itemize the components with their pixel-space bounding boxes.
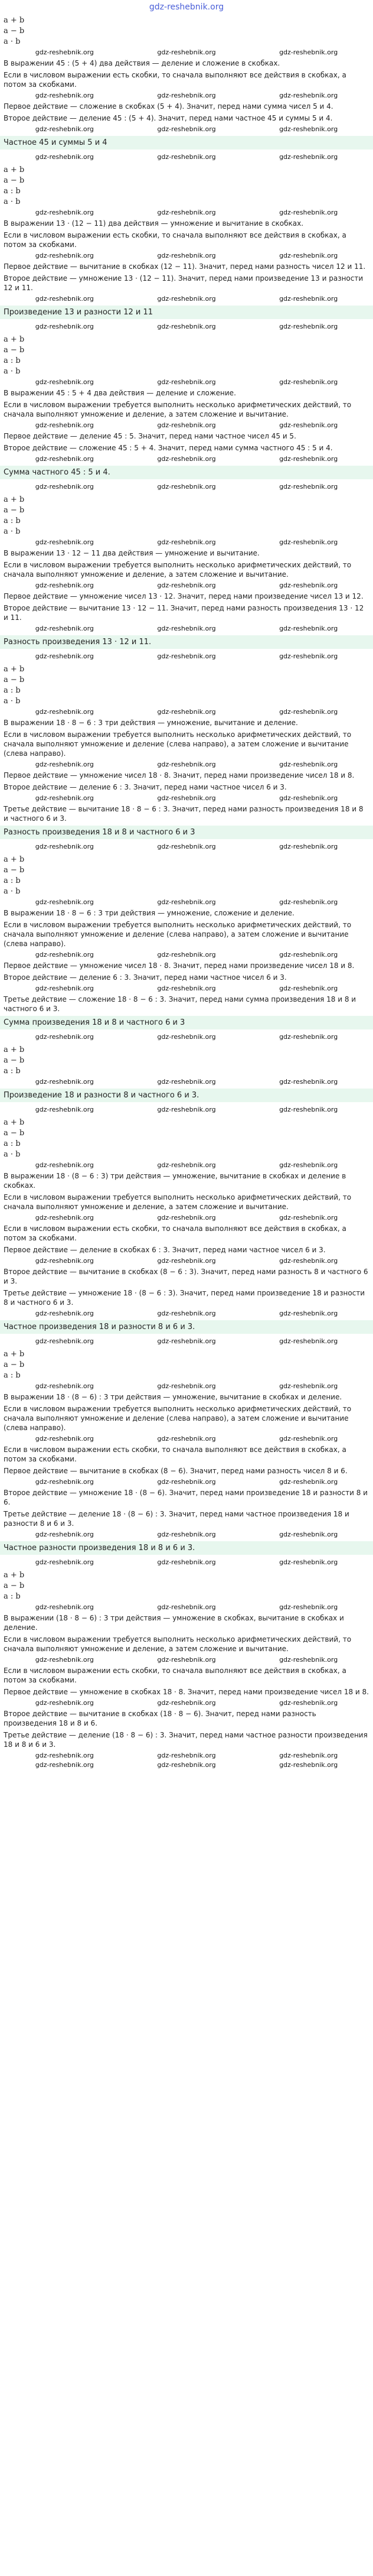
watermark: gdz-reshebnik.org [35, 48, 94, 56]
explanation-text: Если в числовом выражении есть скобки, то сначала выполняют все действия в скобках, а потом за скобками. [4, 1667, 346, 1684]
watermark-row [4, 1033, 369, 1041]
watermark-row [4, 538, 369, 547]
watermark: gdz-reshebnik.org [157, 1337, 216, 1345]
answer-highlight: Сумма произведения 18 и 8 и частного 6 и 3 [0, 1016, 373, 1029]
watermark: gdz-reshebnik.org [35, 1558, 94, 1566]
watermark: gdz-reshebnik.org [35, 1531, 94, 1538]
watermark: gdz-reshebnik.org [157, 455, 216, 463]
explanation-text: Третье действие — сложение 18 · 8 − 6 : 3. Значит, перед нами сумма произведения 18 и 8 и частного 6 и 3. [4, 995, 356, 1013]
formula-line: a · b [4, 197, 21, 206]
watermark: gdz-reshebnik.org [35, 843, 94, 850]
watermark-row [4, 843, 369, 851]
watermark: gdz-reshebnik.org [279, 48, 338, 56]
watermark: gdz-reshebnik.org [279, 455, 338, 463]
watermark: gdz-reshebnik.org [157, 1656, 216, 1664]
explanation-text: Второе действие — деление 45 : (5 + 4). Значит, перед нами частное 45 и суммы 5 и 4. [4, 114, 333, 122]
watermark: gdz-reshebnik.org [279, 323, 338, 330]
watermark-row [4, 1106, 369, 1114]
solution-section [4, 1045, 369, 1114]
watermark: gdz-reshebnik.org [157, 761, 216, 768]
watermark: gdz-reshebnik.org [279, 1761, 338, 1769]
watermark: gdz-reshebnik.org [157, 1078, 216, 1086]
watermark: gdz-reshebnik.org [157, 323, 216, 330]
watermark: gdz-reshebnik.org [35, 1106, 94, 1113]
watermark: gdz-reshebnik.org [35, 125, 94, 133]
watermark: gdz-reshebnik.org [157, 1752, 216, 1759]
answer-highlight: Разность произведения 18 и 8 и частного 6 и 3 [0, 826, 373, 839]
formula-line: a − b [4, 176, 25, 185]
watermark-row [4, 1603, 369, 1612]
formula-line: a : b [4, 356, 21, 365]
watermark-row [4, 209, 369, 217]
watermark: gdz-reshebnik.org [157, 582, 216, 589]
watermark: gdz-reshebnik.org [279, 1382, 338, 1390]
watermark: gdz-reshebnik.org [157, 1257, 216, 1265]
watermark: gdz-reshebnik.org [279, 1337, 338, 1345]
formula-line: a : b [4, 1139, 21, 1148]
watermark: gdz-reshebnik.org [157, 1558, 216, 1566]
explanation-text: Если в числовом выражении есть скобки, то сначала выполняют все действия в скобках, а потом за скобками. [4, 1224, 346, 1242]
explanation-text: Второе действие — деление 6 : 3. Значит, перед нами частное чисел 6 и 3. [4, 783, 287, 791]
watermark: gdz-reshebnik.org [35, 1752, 94, 1759]
watermark: gdz-reshebnik.org [279, 378, 338, 386]
watermark: gdz-reshebnik.org [157, 483, 216, 490]
watermark-row [4, 153, 369, 161]
formula-line: a + b [4, 665, 25, 674]
formula-line: a − b [4, 506, 25, 515]
formula-line: a · b [4, 1150, 21, 1159]
watermark: gdz-reshebnik.org [35, 209, 94, 216]
watermark: gdz-reshebnik.org [35, 985, 94, 992]
explanation-text: В выражении (18 · 8 − 6) : 3 три действия — умножение в скобках, вычитание в скобках и деление. [4, 1614, 344, 1632]
answer-highlight: Произведение 18 и разности 8 и частного 6 и 3. [0, 1089, 373, 1102]
formula-line: a : b [4, 187, 21, 196]
formula-line: a − b [4, 675, 25, 684]
formula-line: a + b [4, 165, 25, 174]
watermark: gdz-reshebnik.org [279, 1033, 338, 1041]
answer-highlight: Частное произведения 18 и разности 8 и 6 и 3. [0, 1320, 373, 1334]
explanation-text: Второе действие — умножение 18 · (8 − 6). Значит, перед нами произведение 18 и разности 8 и 6. [4, 1489, 368, 1506]
solution-section [4, 1570, 369, 1769]
explanation-text: Второе действие — вычитание 13 · 12 − 11. Значит, перед нами разность произведения 13 · 12 и 11. [4, 604, 364, 622]
watermark-row [4, 378, 369, 386]
formula-line: a : b [4, 686, 21, 695]
watermark-row [4, 1761, 369, 1769]
watermark: gdz-reshebnik.org [279, 985, 338, 992]
formula-line: a + b [4, 335, 25, 344]
watermark: gdz-reshebnik.org [35, 625, 94, 632]
watermark: gdz-reshebnik.org [157, 1161, 216, 1169]
watermark-row [4, 1161, 369, 1170]
watermark-row [4, 1382, 369, 1391]
watermark: gdz-reshebnik.org [35, 1478, 94, 1486]
watermark-row [4, 794, 369, 803]
watermark-row [4, 1656, 369, 1664]
solution-content [0, 13, 373, 1769]
explanation-text: Если в числовом выражении требуется выполнить несколько арифметических действий, то сначала выполняют умножение и деление (слева направо), а затем сложение и вычитание (слева направо). [4, 730, 352, 758]
watermark: gdz-reshebnik.org [157, 1531, 216, 1538]
watermark: gdz-reshebnik.org [279, 898, 338, 906]
formula-line: a : b [4, 876, 21, 885]
watermark-row [4, 125, 369, 134]
explanation-text: Первое действие — умножение чисел 18 · 8. Значит, перед нами произведение чисел 18 и 8. [4, 961, 355, 970]
watermark: gdz-reshebnik.org [157, 625, 216, 632]
watermark: gdz-reshebnik.org [279, 761, 338, 768]
explanation-text: В выражении 45 : (5 + 4) два действия — деление и сложение в скобках. [4, 59, 280, 67]
watermark: gdz-reshebnik.org [279, 652, 338, 660]
watermark: gdz-reshebnik.org [35, 92, 94, 99]
watermark: gdz-reshebnik.org [279, 153, 338, 161]
formula-line: a − b [4, 27, 25, 35]
watermark: gdz-reshebnik.org [157, 252, 216, 259]
solution-section [4, 1118, 369, 1346]
watermark: gdz-reshebnik.org [157, 538, 216, 546]
watermark: gdz-reshebnik.org [157, 1478, 216, 1486]
explanation-text: Второе действие — вычитание в скобках (8 − 6 : 3). Значит, перед нами разность 8 и частного 6 и 3. [4, 1268, 368, 1285]
formula-line: a + b [4, 16, 25, 25]
watermark: gdz-reshebnik.org [35, 455, 94, 463]
watermark-row [4, 1214, 369, 1222]
watermark-row [4, 323, 369, 331]
watermark: gdz-reshebnik.org [35, 1214, 94, 1222]
watermark-row [4, 48, 369, 57]
watermark: gdz-reshebnik.org [279, 1161, 338, 1169]
formula-line: a · b [4, 887, 21, 896]
watermark: gdz-reshebnik.org [35, 538, 94, 546]
watermark-row [4, 708, 369, 716]
watermark: gdz-reshebnik.org [279, 209, 338, 216]
explanation-text: В выражении 13 · 12 − 11 два действия — умножение и вычитание. [4, 549, 260, 557]
watermark-row [4, 1752, 369, 1760]
explanation-text: В выражении 18 · 8 − 6 : 3 три действия — умножение, вычитание и деление. [4, 719, 298, 727]
watermark: gdz-reshebnik.org [279, 538, 338, 546]
watermark: gdz-reshebnik.org [279, 252, 338, 259]
watermark: gdz-reshebnik.org [35, 1033, 94, 1041]
watermark: gdz-reshebnik.org [35, 483, 94, 490]
watermark: gdz-reshebnik.org [279, 1214, 338, 1222]
watermark: gdz-reshebnik.org [157, 985, 216, 992]
answer-highlight: Разность произведения 13 · 12 и 11. [0, 635, 373, 649]
watermark: gdz-reshebnik.org [279, 421, 338, 429]
explanation-text: Первое действие — деление 45 : 5. Значит, перед нами частное чисел 45 и 5. [4, 432, 296, 440]
formula-line: a : b [4, 517, 21, 525]
watermark: gdz-reshebnik.org [35, 1656, 94, 1664]
watermark-row [4, 1558, 369, 1567]
formula-line: a + b [4, 495, 25, 504]
watermark: gdz-reshebnik.org [279, 951, 338, 959]
watermark-row [4, 455, 369, 463]
formula-line: a − b [4, 1360, 25, 1369]
formula-line: a − b [4, 866, 25, 875]
watermark-row [4, 652, 369, 661]
watermark: gdz-reshebnik.org [35, 1435, 94, 1443]
explanation-text: Второе действие — деление 6 : 3. Значит, перед нами частное чисел 6 и 3. [4, 973, 287, 982]
watermark-row [4, 985, 369, 993]
explanation-text: Третье действие — деление 18 · (8 − 6) : 3. Значит, перед нами частное произведения 18 и разности 8 и 6 и 3. [4, 1510, 349, 1528]
watermark: gdz-reshebnik.org [157, 48, 216, 56]
watermark: gdz-reshebnik.org [35, 421, 94, 429]
watermark: gdz-reshebnik.org [279, 1257, 338, 1265]
watermark-row [4, 761, 369, 769]
watermark: gdz-reshebnik.org [35, 761, 94, 768]
watermark: gdz-reshebnik.org [279, 1435, 338, 1443]
answer-highlight: Сумма частного 45 : 5 и 4. [0, 466, 373, 479]
explanation-text: В выражении 18 · (8 − 6 : 3) три действия — умножение, вычитание в скобках и деление в скобках. [4, 1172, 346, 1190]
explanation-text: В выражении 18 · (8 − 6) : 3 три действия — умножение, вычитание в скобках и деление. [4, 1393, 342, 1401]
watermark: gdz-reshebnik.org [35, 378, 94, 386]
solution-section [4, 15, 369, 161]
watermark: gdz-reshebnik.org [157, 1106, 216, 1113]
watermark: gdz-reshebnik.org [35, 1603, 94, 1611]
watermark: gdz-reshebnik.org [157, 1310, 216, 1317]
watermark-row [4, 582, 369, 590]
explanation-text: Первое действие — умножение чисел 18 · 8. Значит, перед нами произведение чисел 18 и 8. [4, 771, 355, 779]
watermark-row [4, 625, 369, 633]
watermark: gdz-reshebnik.org [157, 92, 216, 99]
watermark: gdz-reshebnik.org [157, 1382, 216, 1390]
watermark-row [4, 252, 369, 260]
answer-highlight: Частное разности произведения 18 и 8 и 6 и 3. [0, 1541, 373, 1555]
formula-line: a − b [4, 1056, 25, 1065]
explanation-text: Если в числовом выражении требуется выполнить несколько арифметических действий, то сначала выполняют умножение и деление, а затем сложение и вычитание. [4, 561, 352, 579]
watermark: gdz-reshebnik.org [35, 1382, 94, 1390]
watermark: gdz-reshebnik.org [35, 1337, 94, 1345]
formula-line: a + b [4, 1045, 25, 1054]
watermark: gdz-reshebnik.org [35, 898, 94, 906]
watermark: gdz-reshebnik.org [157, 1033, 216, 1041]
explanation-text: Если в числовом выражении есть скобки, то сначала выполняют все действия в скобках, а потом за скобками. [4, 231, 346, 249]
formula-line: a : b [4, 1371, 21, 1380]
watermark-row [4, 92, 369, 100]
solution-section [4, 664, 369, 851]
explanation-text: Третье действие — умножение 18 · (8 − 6 : 3). Значит, перед нами произведение 18 и разности 8 и частного 6 и 3. [4, 1289, 365, 1307]
watermark-row [4, 898, 369, 907]
explanation-text: Третье действие — деление (18 · 8 − 6) : 3. Значит, перед нами частное разности произведения 18 и 8 и 6 и 3. [4, 1731, 368, 1749]
watermark: gdz-reshebnik.org [157, 1435, 216, 1443]
watermark: gdz-reshebnik.org [279, 625, 338, 632]
watermark: gdz-reshebnik.org [35, 323, 94, 330]
watermark: gdz-reshebnik.org [157, 1214, 216, 1222]
watermark: gdz-reshebnik.org [157, 421, 216, 429]
watermark-row [4, 951, 369, 959]
explanation-text: В выражении 13 · (12 − 11) два действия — умножение и вычитание в скобках. [4, 219, 304, 228]
watermark-row [4, 1699, 369, 1707]
watermark: gdz-reshebnik.org [157, 951, 216, 959]
watermark: gdz-reshebnik.org [157, 708, 216, 716]
watermark: gdz-reshebnik.org [157, 1603, 216, 1611]
watermark-row [4, 1257, 369, 1265]
watermark: gdz-reshebnik.org [279, 1603, 338, 1611]
watermark-row [4, 421, 369, 430]
watermark: gdz-reshebnik.org [157, 843, 216, 850]
explanation-text: Если в числовом выражении требуется выполнить несколько арифметических действий, то сначала выполняют умножение и деление, а затем сложение и вычитание. [4, 1635, 352, 1653]
watermark: gdz-reshebnik.org [279, 1752, 338, 1759]
watermark: gdz-reshebnik.org [279, 125, 338, 133]
explanation-text: Если в числовом выражении требуется выполнить несколько арифметических действий, то сначала выполняют умножение и деление, а затем сложение и вычитание. [4, 401, 352, 418]
watermark-row [4, 1531, 369, 1539]
explanation-text: Первое действие — умножение в скобках 18 · 8. Значит, перед нами произведение чисел 18 и 8. [4, 1688, 369, 1696]
watermark: gdz-reshebnik.org [35, 252, 94, 259]
watermark: gdz-reshebnik.org [279, 483, 338, 490]
watermark-row [4, 1078, 369, 1086]
watermark: gdz-reshebnik.org [279, 1310, 338, 1317]
answer-highlight: Произведение 13 и разности 12 и 11 [0, 306, 373, 319]
explanation-text: Если в числовом выражении есть скобки, то сначала выполняют все действия в скобках, а потом за скобками. [4, 1445, 346, 1463]
watermark: gdz-reshebnik.org [157, 1761, 216, 1769]
watermark: gdz-reshebnik.org [35, 153, 94, 161]
explanation-text: Если в числовом выражении есть скобки, то сначала выполняют все действия в скобках, а потом за скобками. [4, 71, 346, 89]
explanation-text: Второе действие — вычитание в скобках (18 · 8 − 6). Значит, перед нами разность произведения 18 и 8 и 6. [4, 1710, 316, 1727]
site-title[interactable]: gdz-reshebnik.org [149, 2, 224, 12]
solution-section [4, 1349, 369, 1567]
watermark: gdz-reshebnik.org [35, 1310, 94, 1317]
explanation-text: В выражении 45 : 5 + 4 два действия — деление и сложение. [4, 389, 236, 397]
watermark: gdz-reshebnik.org [279, 92, 338, 99]
explanation-text: В выражении 18 · 8 − 6 : 3 три действия — умножение, сложение и деление. [4, 909, 295, 917]
solution-section [4, 495, 369, 661]
explanation-text: Второе действие — умножение 13 · (12 − 11). Значит, перед нами произведение 13 и разности 12 и 11. [4, 274, 364, 292]
solution-section [4, 165, 369, 331]
formula-line: a · b [4, 527, 21, 536]
watermark: gdz-reshebnik.org [157, 794, 216, 802]
formula-line: a − b [4, 1581, 25, 1590]
formula-line: a : b [4, 1067, 21, 1076]
watermark: gdz-reshebnik.org [157, 209, 216, 216]
watermark: gdz-reshebnik.org [279, 582, 338, 589]
watermark: gdz-reshebnik.org [35, 794, 94, 802]
watermark: gdz-reshebnik.org [35, 1078, 94, 1086]
watermark: gdz-reshebnik.org [279, 295, 338, 303]
watermark: gdz-reshebnik.org [35, 1699, 94, 1707]
watermark-row [4, 1310, 369, 1318]
watermark: gdz-reshebnik.org [279, 1078, 338, 1086]
watermark: gdz-reshebnik.org [279, 708, 338, 716]
explanation-text: Первое действие — сложение в скобках (5 + 4). Значит, перед нами сумма чисел 5 и 4. [4, 102, 333, 111]
watermark-row [4, 483, 369, 491]
watermark-row [4, 1478, 369, 1486]
watermark: gdz-reshebnik.org [35, 1761, 94, 1769]
formula-line: a + b [4, 1118, 25, 1127]
watermark: gdz-reshebnik.org [157, 652, 216, 660]
watermark-row [4, 1435, 369, 1443]
explanation-text: Первое действие — умножение чисел 13 · 12. Значит, перед нами произведение чисел 13 и 12. [4, 592, 364, 600]
formula-line: a · b [4, 367, 21, 376]
formula-line: a − b [4, 346, 25, 355]
explanation-text: Если в числовом выражении требуется выполнить несколько арифметических действий, то сначала выполняют умножение и деление, а затем сложение и вычитание. [4, 1193, 352, 1211]
explanation-text: Первое действие — деление в скобках 6 : 3. Значит, перед нами частное чисел 6 и 3. [4, 1246, 326, 1254]
watermark: gdz-reshebnik.org [279, 843, 338, 850]
explanation-text: Первое действие — вычитание в скобках (12 − 11). Значит, перед нами разность чисел 12 и 11. [4, 262, 366, 271]
explanation-text: Первое действие — вычитание в скобках (8 − 6). Значит, перед нами разность чисел 8 и 6. [4, 1467, 348, 1475]
watermark: gdz-reshebnik.org [279, 1558, 338, 1566]
formula-line: a + b [4, 1571, 25, 1580]
explanation-text: Если в числовом выражении требуется выполнить несколько арифметических действий, то сначала выполняют умножение и деление (слева направо), а затем сложение и вычитание (слева направо). [4, 921, 352, 948]
watermark: gdz-reshebnik.org [279, 1478, 338, 1486]
answer-highlight: Частное 45 и суммы 5 и 4 [0, 136, 373, 150]
watermark: gdz-reshebnik.org [279, 1699, 338, 1707]
solution-section [4, 334, 369, 491]
watermark: gdz-reshebnik.org [157, 153, 216, 161]
watermark: gdz-reshebnik.org [279, 794, 338, 802]
watermark: gdz-reshebnik.org [35, 1257, 94, 1265]
watermark: gdz-reshebnik.org [157, 295, 216, 303]
watermark: gdz-reshebnik.org [157, 378, 216, 386]
explanation-text: Если в числовом выражении требуется выполнить несколько арифметических действий, то сначала выполняют умножение и деление (слева направо), а затем сложение и вычитание (слева направо). [4, 1405, 352, 1432]
formula-line: a − b [4, 1129, 25, 1138]
explanation-text: Третье действие — вычитание 18 · 8 − 6 : 3. Значит, перед нами разность произведения 18 и 8 и частного 6 и 3. [4, 805, 364, 823]
watermark: gdz-reshebnik.org [157, 125, 216, 133]
watermark: gdz-reshebnik.org [157, 1699, 216, 1707]
watermark: gdz-reshebnik.org [157, 898, 216, 906]
watermark: gdz-reshebnik.org [35, 1161, 94, 1169]
formula-line: a · b [4, 697, 21, 706]
formula-line: a · b [4, 37, 21, 46]
explanation-text: Второе действие — сложение 45 : 5 + 4. Значит, перед нами сумма частного 45 : 5 и 4. [4, 444, 333, 452]
watermark: gdz-reshebnik.org [35, 951, 94, 959]
formula-line: a + b [4, 1350, 25, 1359]
watermark: gdz-reshebnik.org [35, 582, 94, 589]
watermark: gdz-reshebnik.org [279, 1106, 338, 1113]
watermark: gdz-reshebnik.org [35, 652, 94, 660]
watermark: gdz-reshebnik.org [279, 1656, 338, 1664]
formula-line: a + b [4, 855, 25, 864]
formula-line: a : b [4, 1592, 21, 1601]
watermark: gdz-reshebnik.org [35, 708, 94, 716]
solution-section [4, 855, 369, 1041]
watermark-row [4, 1337, 369, 1346]
watermark: gdz-reshebnik.org [35, 295, 94, 303]
watermark-row [4, 295, 369, 303]
watermark: gdz-reshebnik.org [279, 1531, 338, 1538]
